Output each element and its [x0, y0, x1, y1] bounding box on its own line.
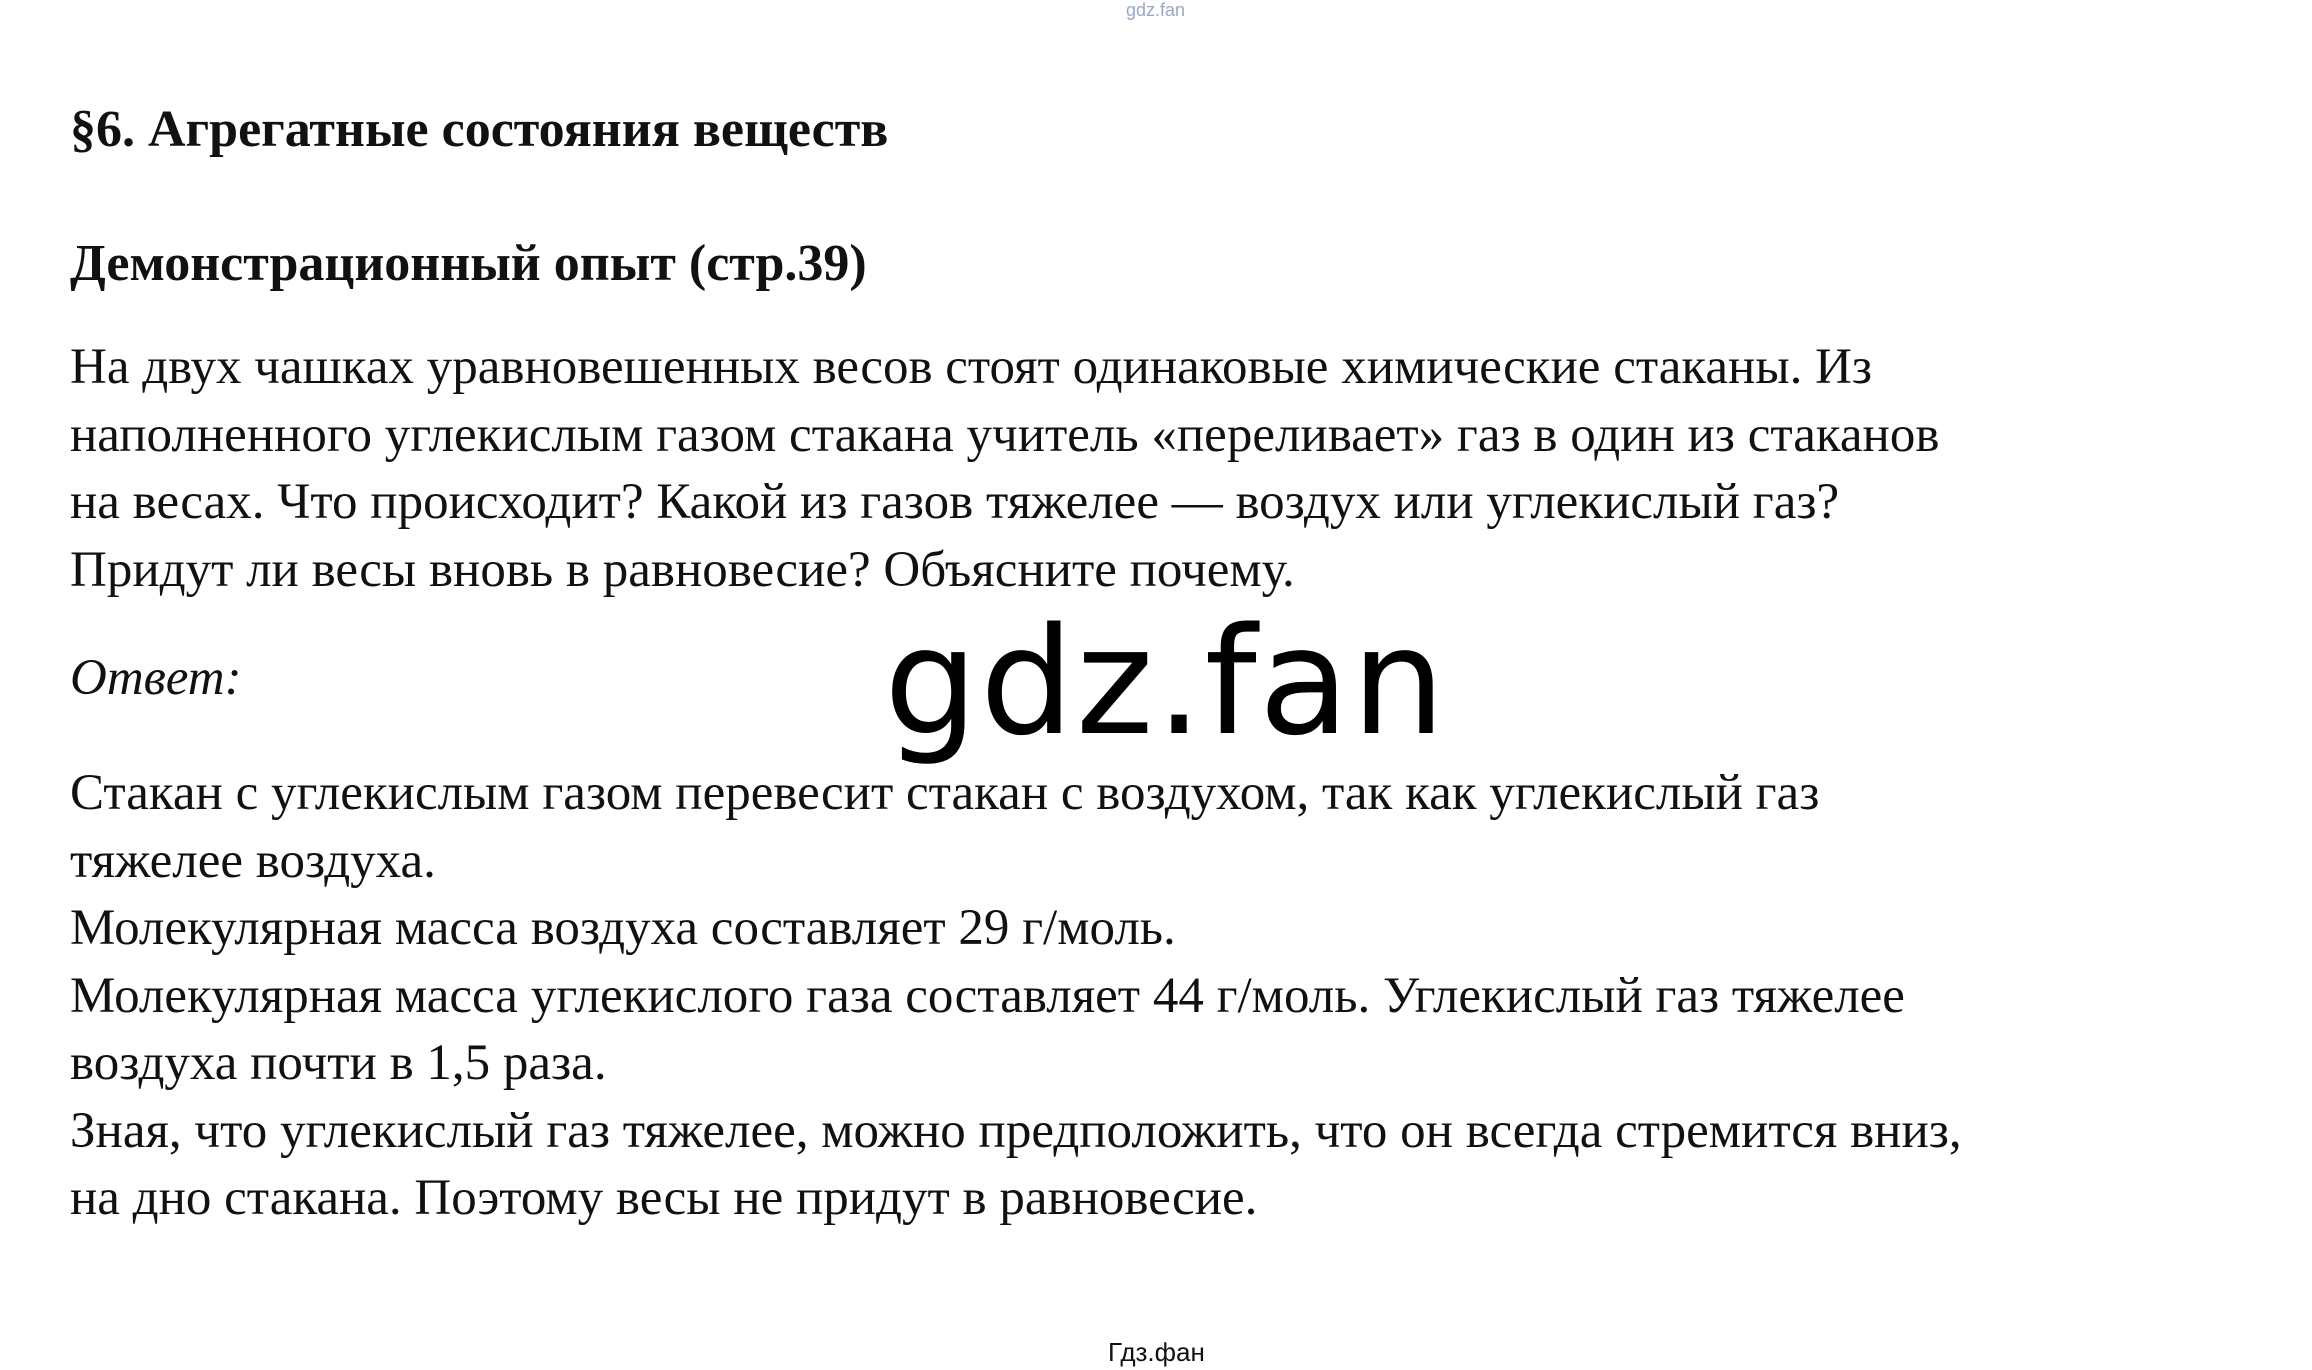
center-watermark: gdz.fan	[884, 596, 1448, 768]
footer-text: Гдз.фан	[1108, 1337, 1205, 1367]
task-line: Придут ли весы вновь в равновесие? Объясните почему.	[70, 541, 1295, 598]
answer-line: Молекулярная масса воздуха составляет 29 г/моль.	[70, 900, 1176, 956]
answer-line: тяжелее воздуха.	[70, 832, 436, 889]
task-text	[70, 334, 2270, 604]
answer-label: Ответ:	[70, 650, 242, 706]
task-line: На двух чашках уравновешенных весов стоят одинаковые химические стаканы. Из	[70, 339, 1873, 395]
answer-text	[70, 760, 2270, 1233]
answer-line: Зная, что углекислый газ тяжелее, можно предположить, что он всегда стремится вниз,	[70, 1102, 1962, 1159]
answer-line: Стакан с углекислым газом перевесит стакан с воздухом, так как углекислый газ	[70, 765, 1820, 821]
subsection-title: Демонстрационный опыт (стр.39)	[70, 235, 867, 292]
section-title: §6. Агрегатные состояния веществ	[70, 101, 889, 158]
answer-line: на дно стакана. Поэтому весы не придут в равновесие.	[70, 1170, 1258, 1226]
task-line: на весах. Что происходит? Какой из газов тяжелее — воздух или углекислый газ?	[70, 474, 1840, 530]
top-watermark-text: gdz.fan	[1126, 0, 1186, 20]
task-line: наполненного углекислым газом стакана учитель «переливает» газ в один из стаканов	[70, 406, 1940, 463]
answer-line: воздуха почти в 1,5 раза.	[70, 1035, 607, 1091]
answer-line: Молекулярная масса углекислого газа составляет 44 г/моль. Углекислый газ тяжелее	[70, 967, 1905, 1024]
